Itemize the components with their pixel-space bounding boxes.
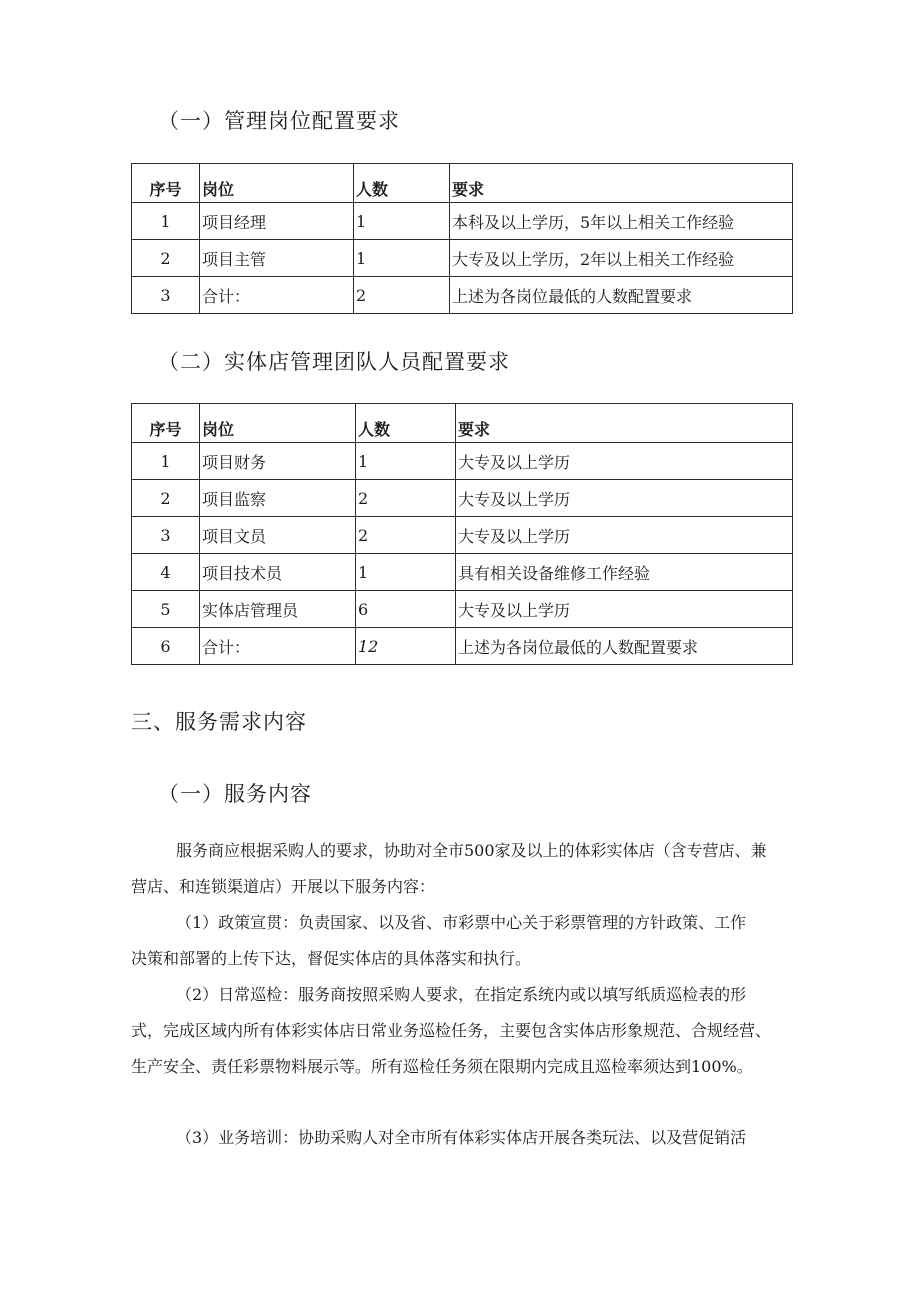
header-cell: 序号 [132, 164, 200, 203]
header-cell: 序号 [132, 404, 200, 443]
cell-requirement: 大专及以上学历 [456, 517, 793, 554]
cell-count: 1 [356, 554, 456, 591]
cell-count: 1 [354, 203, 450, 240]
cell-index: 4 [132, 554, 200, 591]
table-row [132, 517, 793, 554]
cell-index: 1 [132, 203, 200, 240]
cell-position: 项目文员 [200, 517, 356, 554]
section2-heading: （二）实体店管理团队人员配置要求 [158, 350, 510, 374]
section1-heading: （一）管理岗位配置要求 [158, 109, 400, 133]
cell-index: 1 [132, 443, 200, 480]
table-row [132, 591, 793, 628]
item3-paragraph [131, 1120, 793, 1156]
cell-position: 项目技术员 [200, 554, 356, 591]
cell-count: 1 [356, 443, 456, 480]
table-header-row [132, 164, 793, 203]
paragraph-line: 营店、和连锁渠道店）开展以下服务内容： [131, 877, 436, 896]
cell-count: 12 [356, 628, 456, 665]
table-row [132, 443, 793, 480]
store-team-table [131, 403, 793, 665]
table-row [132, 480, 793, 517]
cell-requirement: 上述为各岗位最低的人数配置要求 [450, 277, 793, 314]
header-cell: 要求 [450, 164, 793, 203]
cell-requirement: 具有相关设备维修工作经验 [456, 554, 793, 591]
cell-requirement: 大专及以上学历 [456, 443, 793, 480]
cell-position: 合计： [200, 628, 356, 665]
cell-requirement: 大专及以上学历 [456, 591, 793, 628]
section3-subheading: （一）服务内容 [158, 782, 312, 806]
header-cell: 要求 [456, 404, 793, 443]
paragraph-line: 服务商应根据采购人的要求，协助对全市500家及以上的体彩实体店（含专营店、兼 [176, 841, 767, 860]
cell-index: 3 [132, 517, 200, 554]
cell-count: 2 [354, 277, 450, 314]
paragraph-line: 生产安全、责任彩票物料展示等。所有巡检任务须在限期内完成且巡检率须达到100%。 [131, 1057, 753, 1076]
management-positions-table [131, 163, 793, 314]
table-header-row [132, 404, 793, 443]
table-row [132, 554, 793, 591]
cell-position: 项目主管 [200, 240, 354, 277]
header-cell: 岗位 [200, 404, 356, 443]
section3-heading: 三、服务需求内容 [131, 710, 307, 734]
paragraph-line: （3）业务培训：协助采购人对全市所有体彩实体店开展各类玩法、以及营促销活 [176, 1128, 747, 1147]
item1-paragraph [131, 905, 793, 977]
table-row [132, 240, 793, 277]
table-row [132, 277, 793, 314]
header-cell: 岗位 [200, 164, 354, 203]
header-cell: 人数 [356, 404, 456, 443]
paragraph-line: （2）日常巡检：服务商按照采购人要求，在指定系统内或以填写纸质巡检表的形 [176, 985, 747, 1004]
cell-index: 3 [132, 277, 200, 314]
paragraph-line: 式，完成区域内所有体彩实体店日常业务巡检任务，主要包含实体店形象规范、合规经营、 [131, 1021, 772, 1040]
cell-count: 2 [356, 480, 456, 517]
cell-requirement: 大专及以上学历 [456, 480, 793, 517]
paragraph-line: 决策和部署的上传下达，督促实体店的具体落实和执行。 [131, 949, 532, 968]
table-row [132, 628, 793, 665]
table-row [132, 203, 793, 240]
cell-requirement: 大专及以上学历，2年以上相关工作经验 [450, 240, 793, 277]
cell-index: 2 [132, 480, 200, 517]
cell-position: 合计： [200, 277, 354, 314]
cell-position: 项目监察 [200, 480, 356, 517]
paragraph-line: （1）政策宣贯：负责国家、以及省、市彩票中心关于彩票管理的方针政策、工作 [176, 913, 747, 932]
cell-index: 6 [132, 628, 200, 665]
header-cell: 人数 [354, 164, 450, 203]
cell-count: 1 [354, 240, 450, 277]
intro-paragraph [131, 833, 793, 905]
cell-requirement: 上述为各岗位最低的人数配置要求 [456, 628, 793, 665]
item2-paragraph [131, 977, 793, 1085]
cell-count: 2 [356, 517, 456, 554]
cell-position: 项目财务 [200, 443, 356, 480]
cell-index: 5 [132, 591, 200, 628]
cell-count: 6 [356, 591, 456, 628]
cell-position: 项目经理 [200, 203, 354, 240]
cell-index: 2 [132, 240, 200, 277]
cell-position: 实体店管理员 [200, 591, 356, 628]
cell-requirement: 本科及以上学历，5年以上相关工作经验 [450, 203, 793, 240]
